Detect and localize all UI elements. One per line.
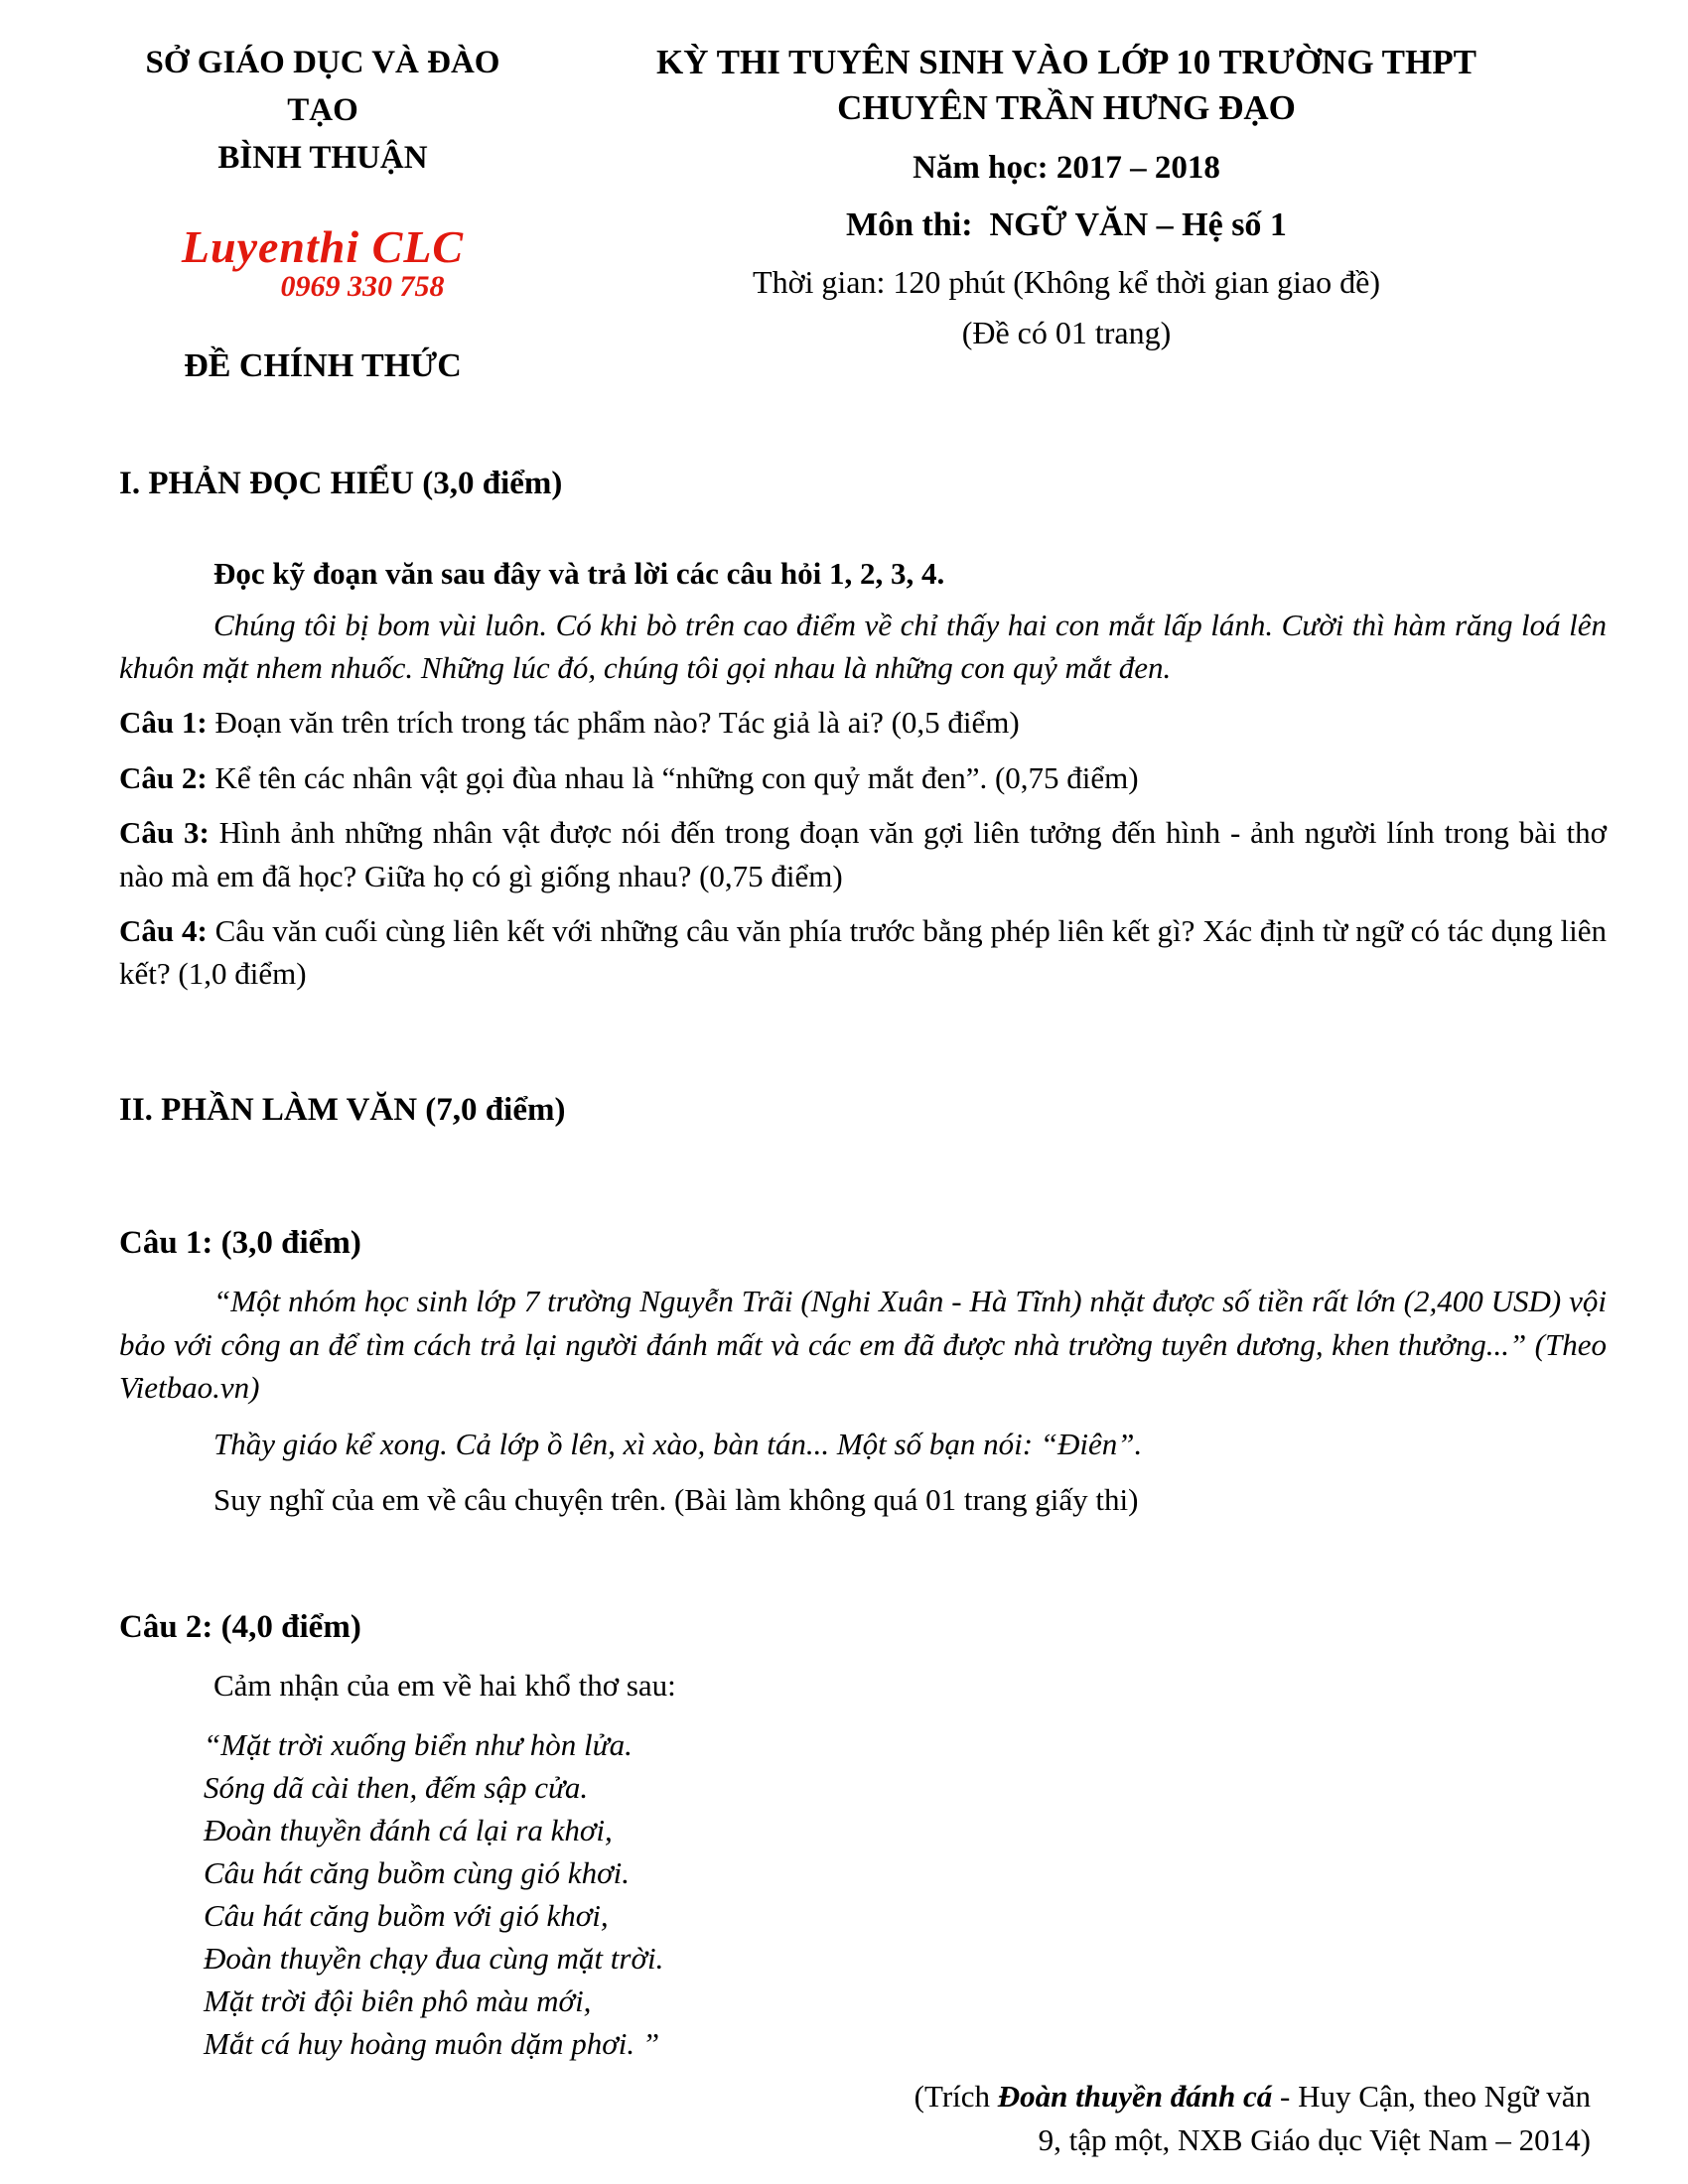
header-right <box>526 40 1607 389</box>
province-name: BÌNH THUẬN <box>217 139 428 176</box>
poem-line-4: Câu hát căng buồm cùng gió khơi. <box>204 1854 630 1890</box>
question-3 <box>119 811 1607 897</box>
section-2-heading: II. PHẦN LÀM VĂN (7,0 điểm) <box>119 1091 566 1128</box>
subject-line: Môn thi: NGỮ VĂN – Hệ số 1 <box>846 205 1287 243</box>
poem-line-6: Đoàn thuyền chạy đua cùng mặt trời. <box>204 1941 664 1977</box>
logo-phone: 0969 330 758 <box>280 269 445 303</box>
question-3-text: Hình ảnh những nhân vật được nói đến trong đoạn văn gợi liên tưởng đến hình - ảnh người lính trong bài thơ nào mà em đã học? Giữa họ có gì giống nhau? (0,75 điểm) <box>119 815 1608 893</box>
duration-line: Thời gian: 120 phút (Không kể thời gian giao đề) <box>753 264 1380 301</box>
exam-type-label: ĐỀ CHÍNH THỨC <box>184 346 462 384</box>
poem-line-3: Đoàn thuyền đánh cá lại ra khơi, <box>204 1812 613 1847</box>
poem-source-prefix: (Trích <box>914 2079 998 2115</box>
reading-passage: Chúng tôi bị bom vùi luôn. Có khi bò trên cao điểm về chỉ thấy hai con mắt lấp lánh. Cười thì hàm răng loá lên khuôn mặt nhem nhuốc. Những lúc đó, chúng tôi gọi nhau là những con quỷ mắt đen. <box>119 607 1607 686</box>
question-2-text: Kể tên các nhân vật gọi đùa nhau là “những con quỷ mắt đen”. (0,75 điểm) <box>207 759 1139 795</box>
question-2 <box>119 756 1607 799</box>
poem <box>204 1723 1607 2066</box>
question-2-label: Câu 2: <box>119 759 208 795</box>
poem-line-1: “Mặt trời xuống biển như hòn lửa. <box>204 1726 633 1762</box>
question-4 <box>119 909 1607 996</box>
essay-prompt: Suy nghĩ của em về câu chuyện trên. (Bài làm không quá 01 trang giấy thi) <box>213 1481 1139 1517</box>
exam-title-line1: KỲ THI TUYÊN SINH VÀO LỚP 10 TRƯỜNG THPT <box>656 43 1477 81</box>
poem-source-line1 <box>119 2075 1591 2117</box>
section-1-heading: I. PHẢN ĐỌC HIỂU (3,0 điểm) <box>119 466 563 502</box>
question-1-text: Đoạn văn trên trích trong tác phẩm nào? Tác giả là ai? (0,5 điểm) <box>207 705 1020 741</box>
writing-q1-label: Câu 1: (3,0 điểm) <box>119 1225 361 1262</box>
question-4-label: Câu 4: <box>119 913 208 949</box>
question-4-text: Câu văn cuối cùng liên kết với những câu văn phía trước bằng phép liên kết gì? Xác định từ ngữ có tác dụng liên kết? (1,0 điểm) <box>119 913 1607 992</box>
poem-source-suffix: - Huy Cận, theo Ngữ văn <box>1272 2079 1591 2115</box>
department-name: SỞ GIÁO DỤC VÀ ĐÀO TẠO <box>145 45 500 128</box>
poem-line-8: Mắt cá huy hoàng muôn dặm phơi. ” <box>204 2026 660 2062</box>
poem-line-2: Sóng dã cài then, đếm sập cửa. <box>204 1769 589 1805</box>
poem-line-5: Câu hát căng buồm với gió khơi, <box>204 1898 609 1934</box>
reading-instruction: Đọc kỹ đoạn văn sau đây và trả lời các câu hỏi 1, 2, 3, 4. <box>213 556 945 592</box>
logo <box>119 220 526 303</box>
page-count-line: (Đề có 01 trang) <box>961 314 1172 350</box>
poem-source-title: Đoàn thuyền đánh cá <box>997 2079 1273 2115</box>
classroom-reaction: Thầy giáo kể xong. Cả lớp ồ lên, xì xào, bàn tán... Một số bạn nói: “Điên”. <box>213 1427 1143 1462</box>
poem-source <box>119 2075 1607 2161</box>
poem-line-7: Mặt trời đội biên phô màu mới, <box>204 1983 592 2019</box>
q2-intro: Cảm nhận của em về hai khổ thơ sau: <box>213 1668 676 1704</box>
story-quote: “Một nhóm học sinh lớp 7 trường Nguyễn Trãi (Nghi Xuân - Hà Tĩnh) nhặt được số tiền rất lớn (2,400 USD) vội bảo với công an để tìm cách trả lại người đánh mất và các em đã được nhà trường tuyên dương, khen thưởng...” (Theo Vietbao.vn) <box>119 1284 1607 1405</box>
question-1 <box>119 701 1607 744</box>
question-1-label: Câu 1: <box>119 705 208 741</box>
header <box>119 40 1607 389</box>
header-left <box>119 40 526 389</box>
poem-source-line2: 9, tập một, NXB Giáo dục Việt Nam – 2014) <box>1038 2121 1591 2157</box>
exam-title-line2: CHUYÊN TRẦN HƯNG ĐẠO <box>837 88 1296 128</box>
school-year: Năm học: 2017 – 2018 <box>913 150 1220 187</box>
writing-q2-label: Câu 2: (4,0 điểm) <box>119 1609 361 1646</box>
logo-text: Luyenthi CLC <box>181 220 465 272</box>
question-3-label: Câu 3: <box>119 815 210 851</box>
